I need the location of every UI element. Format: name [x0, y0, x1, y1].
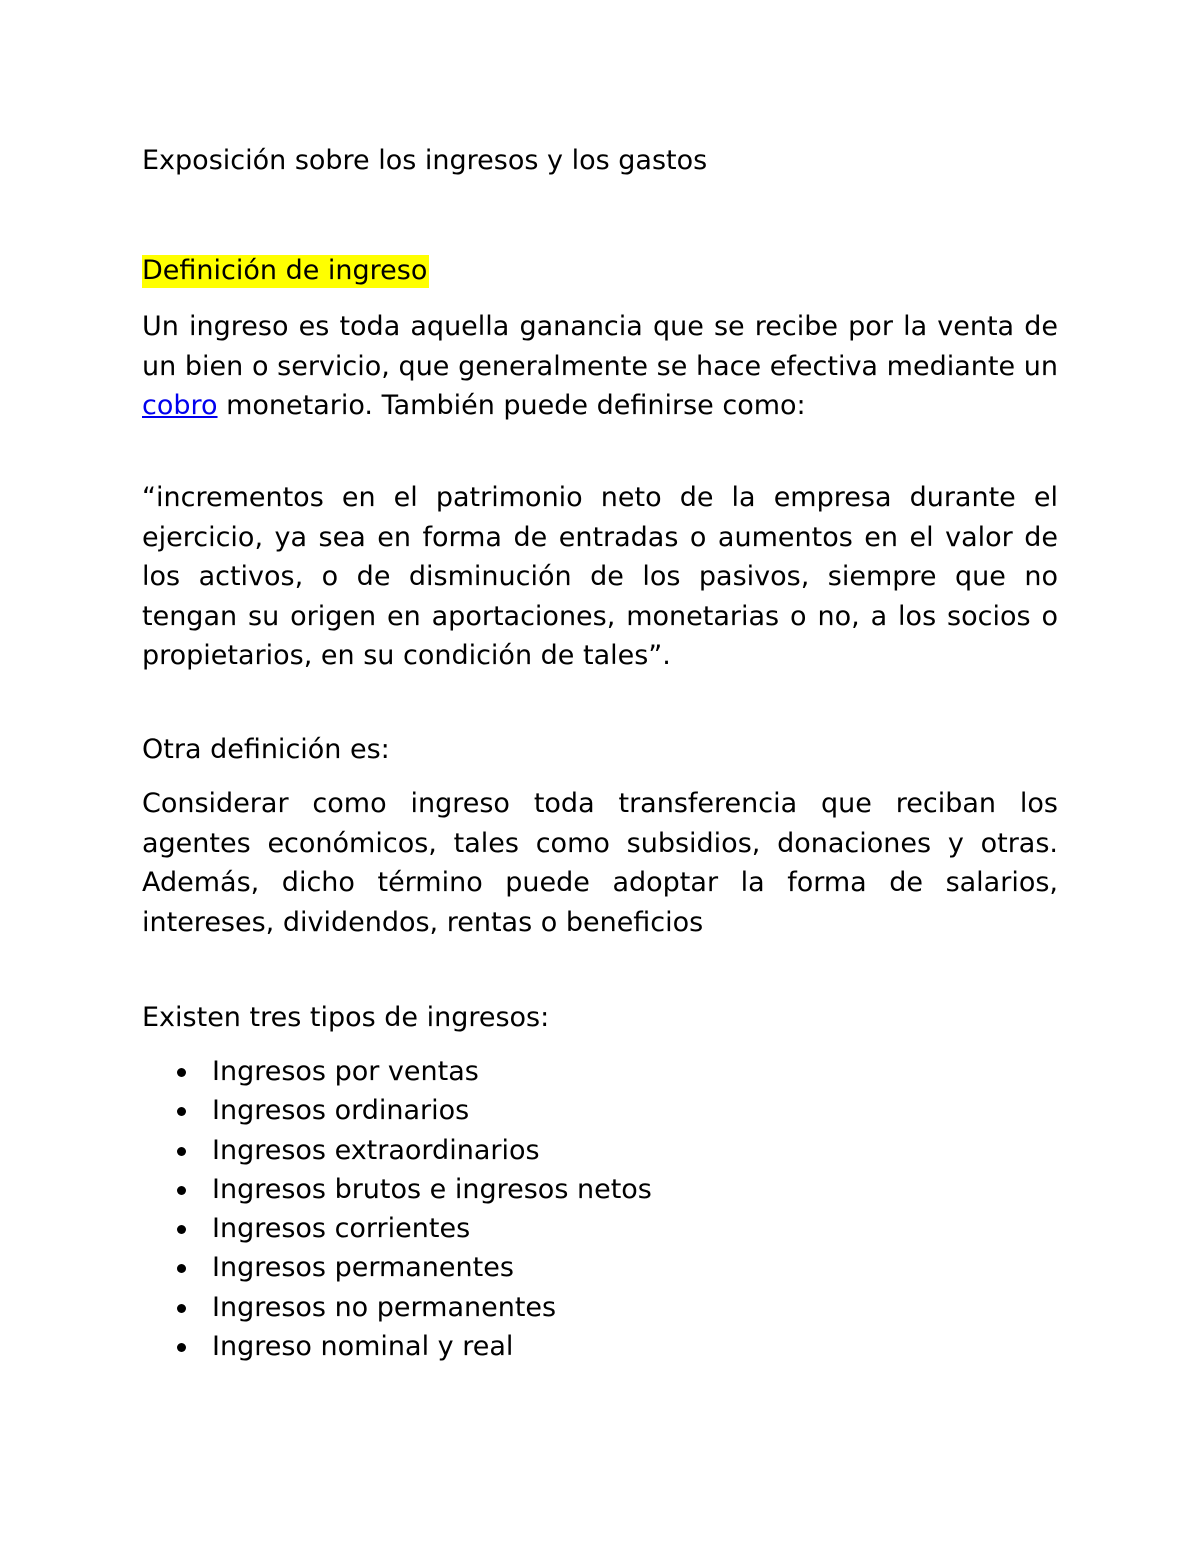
list-item-text: Ingresos extraordinarios — [212, 1134, 540, 1166]
section-heading — [142, 251, 429, 291]
document-title: Exposición sobre los ingresos y los gastos — [142, 145, 708, 176]
bullet-icon — [177, 1264, 186, 1273]
list-item-text: Ingresos corrientes — [212, 1213, 471, 1245]
bullet-icon — [177, 1343, 186, 1352]
list-item-text: Ingresos no permanentes — [212, 1291, 557, 1323]
paragraph-text-before-link: Un ingreso es toda aquella ganancia que se recibe por la venta de un bien o servicio, que generalmente se hace efectiva mediante un — [142, 311, 1058, 382]
list-item — [142, 1131, 652, 1170]
list-item — [142, 1091, 652, 1130]
bullet-icon — [177, 1225, 186, 1234]
list-item-text: Ingreso nominal y real — [212, 1331, 514, 1363]
list-item — [142, 1288, 652, 1327]
income-types-list — [142, 1052, 652, 1366]
list-item-text: Ingresos ordinarios — [212, 1095, 470, 1127]
types-intro: Existen tres tipos de ingresos: — [142, 1002, 550, 1033]
cobro-link[interactable]: cobro — [142, 390, 218, 421]
other-definition-paragraph: Considerar como ingreso toda transferencia que reciban los agentes económicos, tales como subsidios, donaciones y otras. Además, dicho término puede adoptar la forma de salarios, intereses, dividendos, rentas o beneficios — [142, 788, 1058, 938]
bullet-icon — [177, 1107, 186, 1116]
bullet-icon — [177, 1147, 186, 1156]
list-item — [142, 1170, 652, 1209]
bullet-icon — [177, 1186, 186, 1195]
other-definition-intro: Otra definición es: — [142, 734, 390, 765]
list-item — [142, 1248, 652, 1287]
paragraph-text-after-link: monetario. También puede definirse como: — [217, 390, 806, 421]
list-item — [142, 1209, 652, 1248]
list-item-text: Ingresos permanentes — [212, 1252, 514, 1284]
list-item — [142, 1327, 652, 1366]
definition-paragraph — [142, 307, 1058, 426]
list-item-text: Ingresos por ventas — [212, 1056, 479, 1087]
list-item — [142, 1052, 652, 1091]
highlighted-heading-text: Definición de ingreso — [142, 255, 428, 286]
bullet-icon — [177, 1304, 186, 1313]
bullet-icon — [177, 1068, 186, 1077]
list-item-text: Ingresos brutos e ingresos netos — [212, 1173, 652, 1205]
quote-paragraph: “incrementos en el patrimonio neto de la empresa durante el ejercicio, ya sea en forma de entradas o aumentos en el valor de los activos, o de disminución de los pasivos, siempre que no tengan su origen en aportaciones, monetarias o no, a los socios o propietarios, en su condición de tales”. — [142, 482, 1058, 671]
